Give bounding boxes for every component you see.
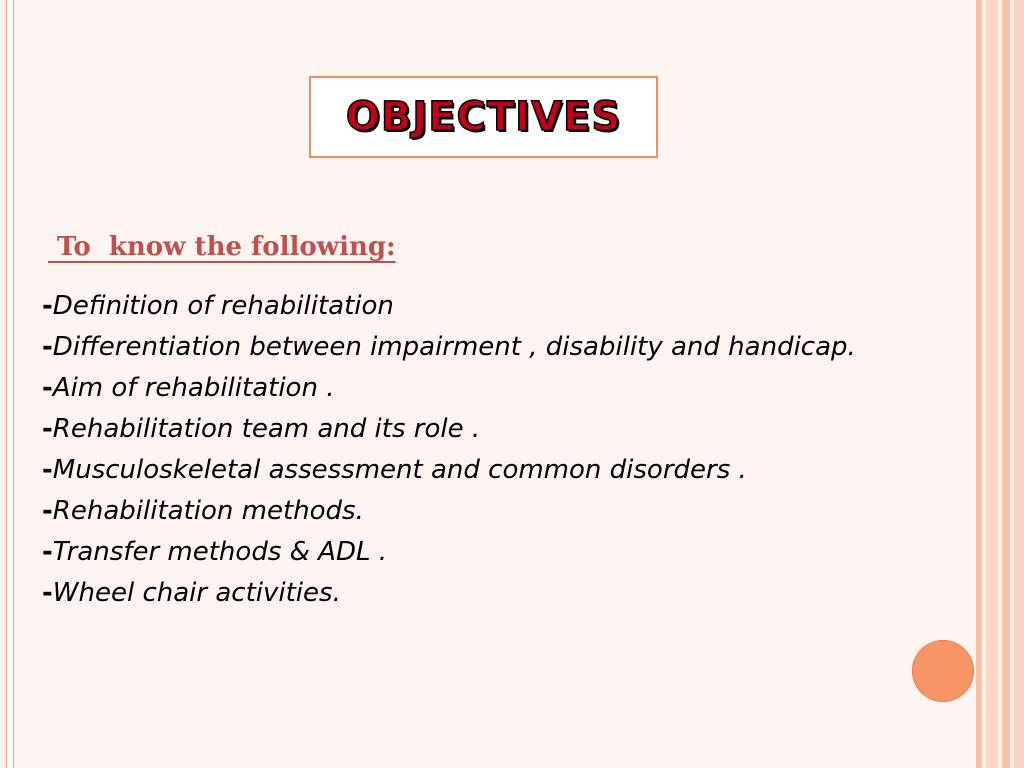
list-item: -Wheel chair activities. — [42, 578, 341, 608]
list-item: -Aim of rehabilitation . — [42, 373, 335, 403]
list-item: -Transfer methods & ADL . — [42, 537, 387, 567]
list-item: -Rehabilitation methods. — [42, 496, 364, 526]
list-item: -Rehabilitation team and its role . — [42, 414, 481, 444]
list-item: -Musculoskeletal assessment and common disorders . — [42, 455, 747, 485]
list-item: -Definition of rehabilitation — [42, 291, 394, 321]
subheading: To know the following: — [48, 232, 396, 262]
right-frame-stripes — [976, 0, 1024, 768]
left-frame-stripe — [6, 0, 14, 768]
objectives-list — [42, 286, 892, 614]
slide-title: OBJECTIVES — [345, 94, 622, 140]
list-item: -Differentiation between impairment , disability and handicap. — [42, 332, 856, 362]
decorative-orange-circle — [912, 640, 974, 702]
title-box — [309, 76, 658, 158]
